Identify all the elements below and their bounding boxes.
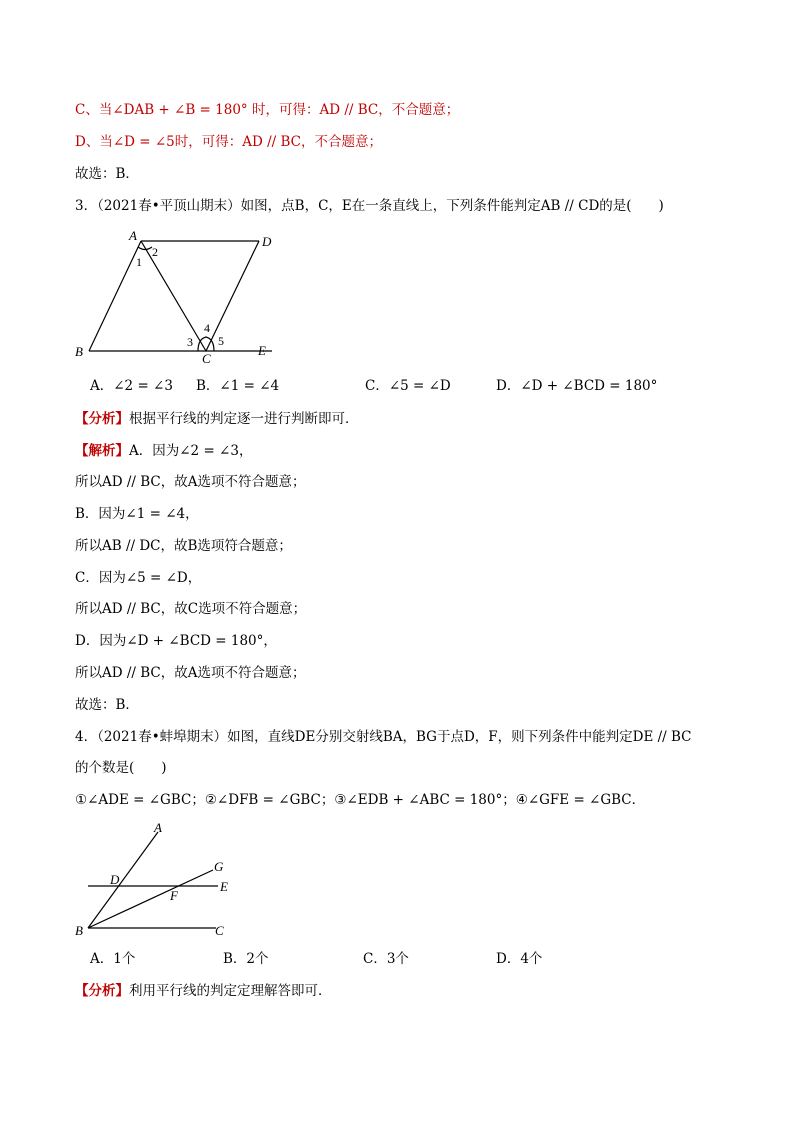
solution-line-7: 所以AD // BC，故A选项不符合题意；: [75, 665, 306, 681]
figure-rays: [70, 818, 250, 938]
text-line-d: D、当∠D = ∠5时，可得：AD // BC，不合题意；: [75, 134, 383, 150]
segment-ab: [89, 241, 141, 351]
ray-ba: [88, 832, 158, 928]
figure-parallelogram: [70, 225, 290, 365]
label-d: D: [262, 234, 272, 249]
ray-bg: [88, 870, 213, 928]
question-4-cont: 的个数是( ): [75, 760, 167, 776]
label-d: D: [110, 872, 120, 887]
segment-dc: [206, 241, 259, 351]
analysis-text: 根据平行线的判定逐一进行判断即可．: [129, 411, 359, 427]
q3-solution: [75, 442, 252, 460]
question-4: 4．（2021春•蚌埠期末）如图，直线DE分别交射线BA，BG于点D，F，则下列条件中能判定DE // BC: [75, 729, 692, 745]
question-3: 3．（2021春•平顶山期末）如图，点B，C，E在一条直线上，下列条件能判定AB // CD的是( ): [75, 198, 664, 214]
solution-line-6: D．因为∠D + ∠BCD = 180°，: [75, 633, 277, 649]
label-angle-4: 4: [204, 321, 210, 335]
label-angle-5: 5: [218, 334, 224, 348]
q3-analysis: [75, 410, 359, 428]
solution-line-3: 所以AB // DC，故B选项符合题意；: [75, 538, 292, 554]
solution-line-4: C．因为∠5 = ∠D，: [75, 570, 202, 586]
label-e: E: [220, 879, 228, 894]
label-c: C: [215, 923, 224, 938]
solution-line-2: B．因为∠1 = ∠4，: [75, 506, 199, 522]
q3-option-c[interactable]: C．∠5 = ∠D: [365, 378, 451, 394]
label-angle-3: 3: [187, 335, 193, 349]
q3-option-a[interactable]: A．∠2 = ∠3: [90, 378, 173, 394]
label-c: C: [202, 351, 211, 366]
question-4-conditions: ①∠ADE = ∠GBC；②∠DFB = ∠GBC；③∠EDB + ∠ABC = 180°；④∠GFE = ∠GBC．: [75, 792, 646, 808]
q4-option-a[interactable]: A．1个: [90, 951, 136, 967]
label-b: B: [75, 344, 83, 359]
label-e: E: [258, 343, 266, 358]
q4-option-b[interactable]: B．2个: [223, 951, 269, 967]
q4-option-c[interactable]: C．3个: [363, 951, 409, 967]
q4-option-d[interactable]: D．4个: [496, 951, 543, 967]
text-line-c: C、当∠DAB + ∠B = 180° 时，可得：AD // BC，不合题意；: [75, 102, 460, 118]
segment-ac: [141, 241, 206, 351]
answer-line-q3: 故选：B．: [75, 697, 139, 713]
label-a: A: [129, 228, 137, 243]
label-angle-1: 1: [136, 255, 142, 269]
solution-tag: 【解析】: [75, 443, 129, 459]
solution-text: A．因为∠2 = ∠3，: [129, 443, 253, 459]
label-f: F: [170, 888, 178, 903]
analysis-tag: 【分析】: [75, 983, 129, 999]
analysis-text: 利用平行线的判定定理解答即可．: [129, 983, 332, 999]
q3-option-d[interactable]: D．∠D + ∠BCD = 180°: [496, 378, 658, 394]
q3-option-b[interactable]: B．∠1 = ∠4: [196, 378, 280, 394]
analysis-tag: 【分析】: [75, 411, 129, 427]
answer-line: 故选：B．: [75, 166, 139, 182]
label-a: A: [154, 820, 162, 835]
label-angle-2: 2: [152, 245, 158, 259]
q4-analysis: [75, 982, 332, 1000]
solution-line-5: 所以AD // BC，故C选项不符合题意；: [75, 601, 307, 617]
label-g: G: [214, 859, 224, 874]
label-b: B: [75, 923, 83, 938]
solution-line-1: 所以AD // BC，故A选项不符合题意；: [75, 474, 306, 490]
